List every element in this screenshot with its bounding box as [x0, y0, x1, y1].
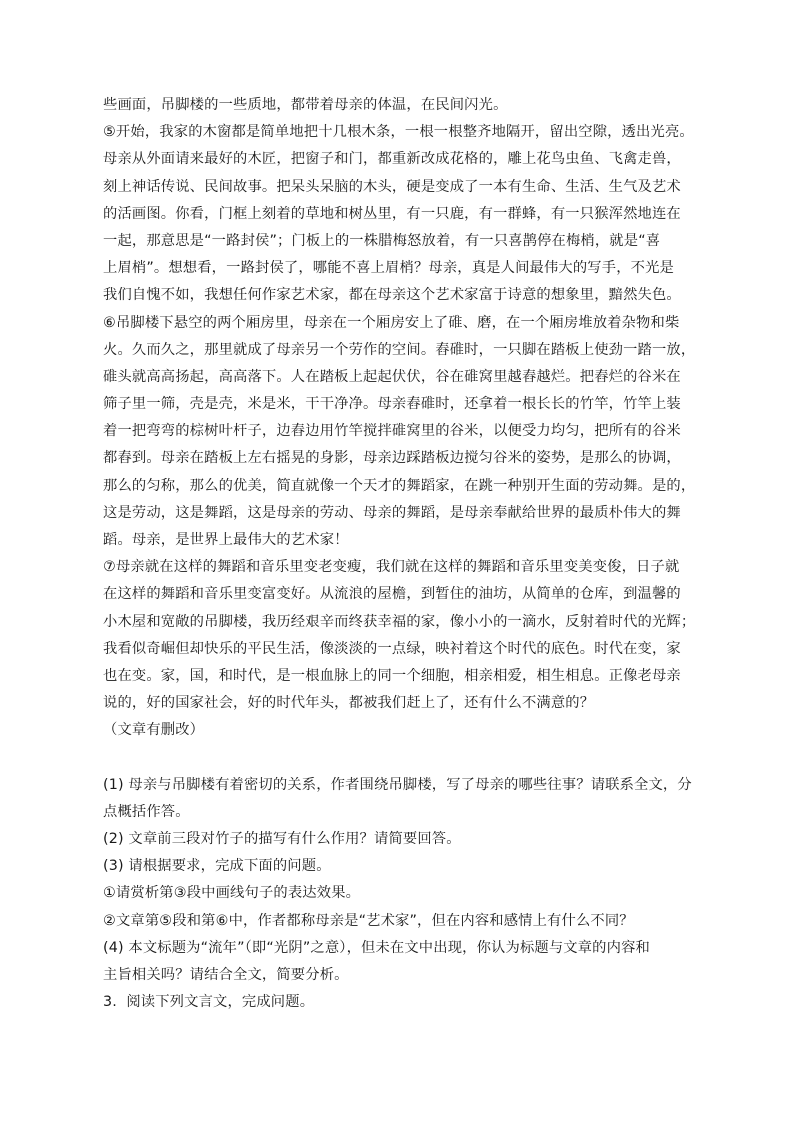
questions — [103, 772, 703, 990]
article-text — [103, 92, 703, 745]
question-line: 主旨相关吗？请结合全文，简要分析。 — [103, 967, 349, 983]
article-line: 在这样的舞蹈和音乐里变富变好。从流浪的屋檐，到暂住的油坊，从简单的仓库，到温馨的 — [103, 586, 681, 603]
article-line: 些画面，吊脚楼的一些质地，都带着母亲的体温，在民间闪光。 — [103, 97, 508, 113]
article-line: 筛子里一筛，壳是壳，米是米，干干净净。母亲舂碓时，还拿着一根长长的竹竿，竹竿上装 — [103, 396, 681, 413]
article-line: 说的，好的国家社会，好的时代年头，都被我们赶上了，还有什么不满意的？ — [103, 695, 595, 712]
article-line: 一起，那意思是“一路封侯”；门板上的一株腊梅怒放着，有一只喜鹊停在梅梢，就是“喜 — [103, 232, 661, 249]
question-line: 点概括作答。 — [103, 803, 190, 820]
article-line: 着一把弯弯的棕树叶杆子，边舂边用竹竿搅拌碓窝里的谷米，以便受力均匀，把所有的谷米 — [103, 423, 681, 440]
next-section-heading: 3. 阅读下列文言文，完成问题。 — [103, 994, 315, 1011]
article-line: ⑤开始，我家的木窗都是简单地把十几根木条，一根一根整齐地隔开，留出空隙，透出光亮。 — [103, 124, 694, 141]
article-line: 小木屋和宽敞的吊脚楼，我历经艰辛而终获幸福的家，像小小的一滴水，反射着时代的光辉； — [103, 613, 696, 630]
article-line: ⑦母亲就在这样的舞蹈和音乐里变老变瘦，我们就在这样的舞蹈和音乐里变美变俊，日子就 — [103, 559, 680, 576]
article-line: 我看似奇崛但却快乐的平民生活，像淡淡的一点绿，映衬着这个时代的底色。时代在变，家 — [103, 640, 681, 657]
article-line: 都舂到。母亲在踏板上左右摇晃的身影，母亲边踩踏板边搅匀谷米的姿势，是那么的协调， — [103, 450, 681, 467]
article-line: ⑥吊脚楼下悬空的两个厢房里，母亲在一个厢房安上了碓、磨，在一个厢房堆放着杂物和柴 — [103, 314, 680, 331]
article-line: 那么的匀称，那么的优美，简直就像一个天才的舞蹈家，在跳一种别开生面的劳动舞。是的， — [103, 477, 696, 494]
article-line: 刻上神话传说、民间故事。把呆头呆脑的木头，硬是变成了一本有生命、生活、生气及艺术 — [103, 178, 681, 195]
article-line: 蹈。母亲，是世界上最伟大的艺术家！ — [103, 532, 349, 548]
question-line: (4) 本文标题为“流年”（即“光阴”之意），但未在文中出现，你认为标题与文章的内容和 — [103, 939, 650, 956]
article-line: 的活画图。你看，门框上刻着的草地和树丛里，有一只鹿，有一群蜂，有一只猴浑然地连在 — [103, 205, 681, 222]
article-line: 火。久而久之，那里就成了母亲另一个劳作的空间。舂碓时，一只脚在踏板上使劲一踏一放， — [103, 341, 696, 358]
blank-line — [103, 745, 703, 772]
question-line: (3) 请根据要求，完成下面的问题。 — [103, 858, 331, 875]
article-note: （文章有删改） — [103, 722, 205, 739]
question-line: (2) 文章前三段对竹子的描写有什么作用？请简要回答。 — [103, 831, 461, 848]
document-content — [103, 92, 703, 1016]
question-line: ①请赏析第③段中画线句子的表达效果。 — [103, 885, 361, 902]
article-line: 我们自愧不如，我想任何作家艺术家，都在母亲这个艺术家富于诗意的想象里，黯然失色。 — [103, 287, 681, 304]
article-line: 这是劳动，这是舞蹈，这是母亲的劳动、母亲的舞蹈，是母亲奉献给世界的最质朴伟大的舞 — [103, 504, 681, 521]
article-line: 也在变。家，国，和时代，是一根血脉上的同一个细胞，相亲相爱，相生相息。正像老母亲 — [103, 667, 681, 684]
article-line: 母亲从外面请来最好的木匠，把窗子和门，都重新改成花格的，雕上花鸟虫鱼、飞禽走兽， — [103, 151, 681, 168]
article-line: 碓头就高高扬起，高高落下。人在踏板上起起伏伏，谷在碓窝里越舂越烂。把舂烂的谷米在 — [103, 368, 681, 385]
question-line: ②文章第⑤段和第⑥中，作者都称母亲是“艺术家”，但在内容和感情上有什么不同？ — [103, 912, 634, 929]
article-line: 上眉梢”。想想看，一路封侯了，哪能不喜上眉梢？母亲，真是人间最伟大的写手，不光是 — [103, 260, 674, 277]
question-line: (1) 母亲与吊脚楼有着密切的关系，作者围绕吊脚楼，写了母亲的哪些往事？请联系全文，分 — [103, 776, 692, 793]
